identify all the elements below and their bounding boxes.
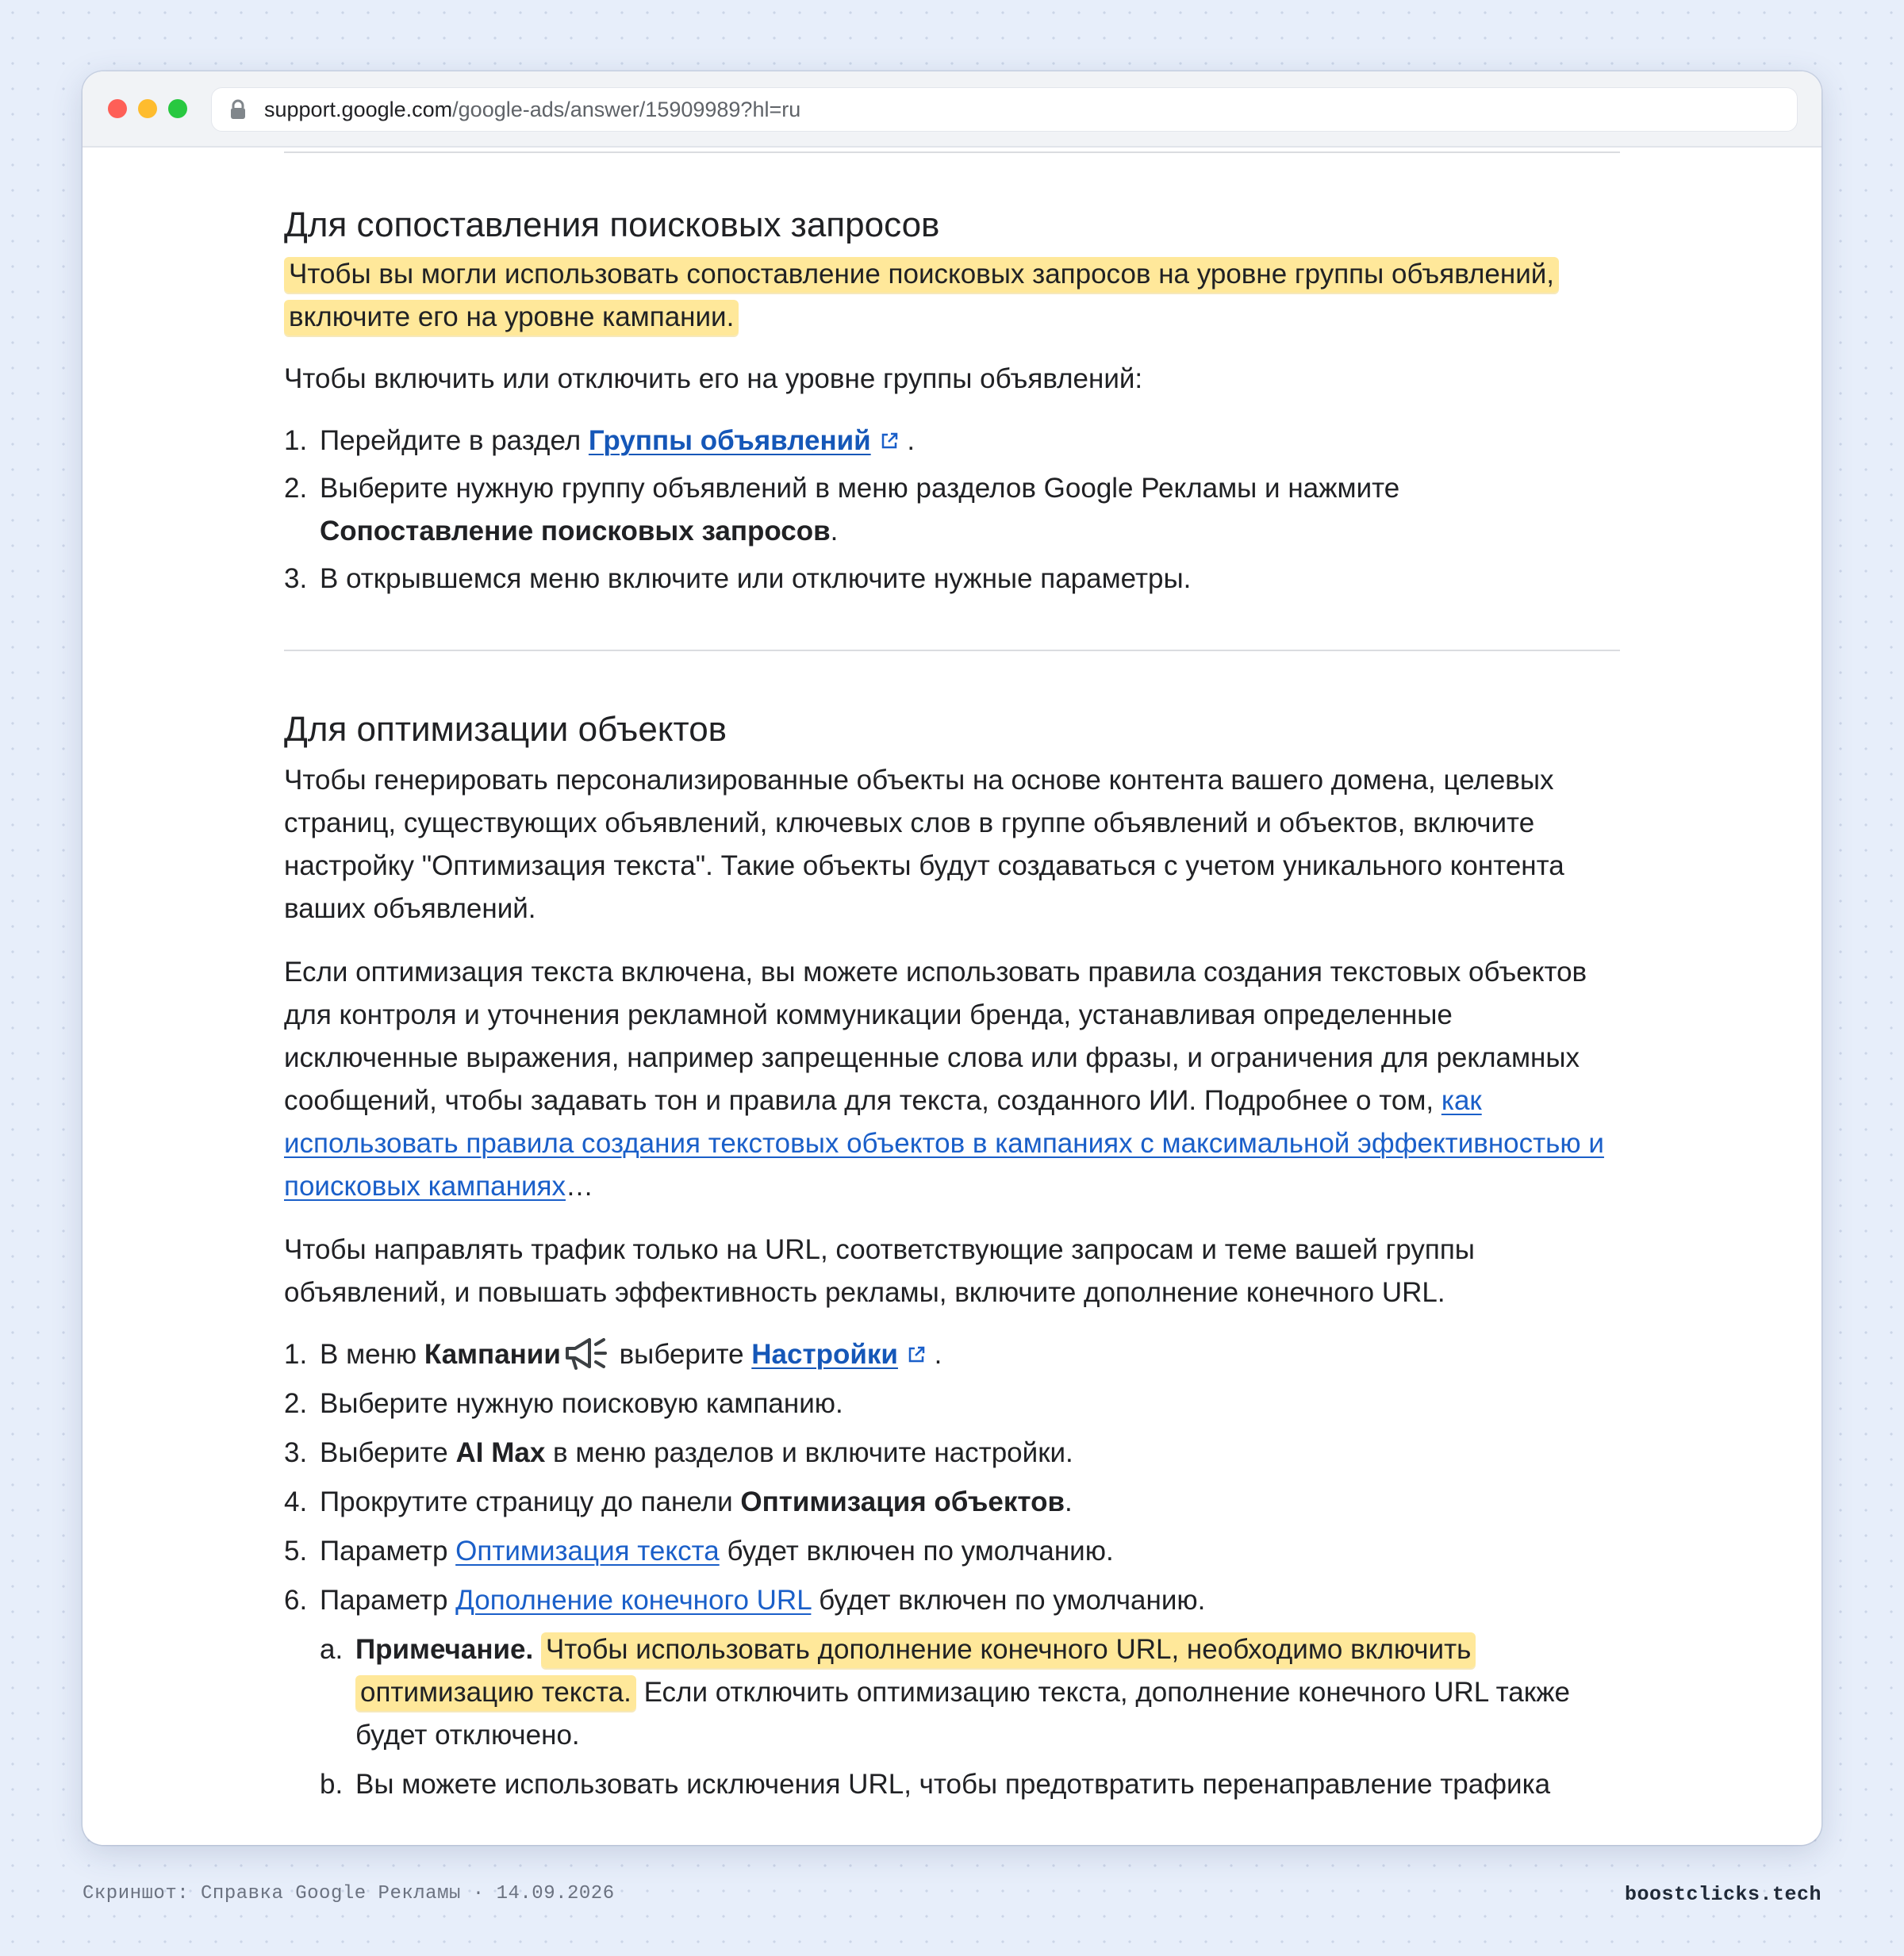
paragraph-text: Если оптимизация текста включена, вы можете использовать правила создания текстовых объектов для контроля и уточнения рекламной коммуникации бренда, устанавливая определенные исключенные выражения, например запрещенные слова или фразы, и ограничения для рекламных сообщений, чтобы задавать тон и правила для текста, созданного ИИ. Подробнее о том, [284,957,1587,1116]
list-number: 5. [284,1536,308,1567]
step-text-end: будет включен по умолчанию. [811,1585,1206,1616]
step-text-end: будет включен по умолчанию. [719,1536,1114,1567]
list-number: 2. [284,473,308,504]
list-item [284,1530,1620,1573]
list-item [284,467,1620,553]
minimize-window-button[interactable] [138,99,157,118]
step-text: В открывшемся меню включите или отключите нужные параметры. [320,563,1192,594]
step-bold-text: AI Max [455,1437,546,1468]
sub-list-item [284,1763,1620,1806]
step-text: Выберите нужную поисковую кампанию. [320,1388,843,1419]
intro-paragraph: Чтобы включить или отключить его на уровне группы объявлений: [284,363,1143,394]
list-number: 4. [284,1486,308,1517]
divider [284,650,1620,651]
list-item [284,558,1620,600]
list-item [284,1333,1620,1376]
list-number: 6. [284,1585,308,1616]
steps-list-query-matching [284,420,1620,600]
step-text-end: . [1064,1486,1073,1517]
highlighted-text: Чтобы использовать дополнение конечного URL, необходимо включить оптимизацию текста. [355,1632,1476,1711]
step-text: Перейдите в раздел [320,425,589,456]
text-guidelines-link[interactable]: как использовать правила создания текстовых объектов в кампаниях с максимальной эффективностью и поисковых кампаниях [284,1085,1604,1202]
list-number: 1. [284,1339,308,1370]
list-item [284,1432,1620,1475]
paragraph: Чтобы генерировать персонализированные объекты на основе контента вашего домена, целевых страниц, существующих объявлений, ключевых слов в группе объявлений и объектов, включите настройку "Оптимизация текста". Такие объекты будут создаваться с учетом уникального контента ваших объявлений. [284,765,1564,924]
paragraph: Чтобы направлять трафик только на URL, соответствующие запросам и теме вашей группы объявлений, и повышать эффективность рекламы, включите дополнение конечного URL. [284,1234,1475,1308]
sub-list-letter: b. [320,1769,344,1800]
text-optimization-link[interactable]: Оптимизация текста [455,1536,720,1567]
list-number: 1. [284,425,308,456]
section-heading-asset-optimization: Для оптимизации объектов [284,710,727,749]
list-item [284,1579,1620,1622]
page-content [83,146,1821,1845]
browser-titlebar [83,71,1821,148]
step-text: Прокрутите страницу до панели [320,1486,741,1517]
step-bold-text: Кампании [424,1339,561,1370]
highlighted-paragraph [284,253,1620,339]
external-link-icon[interactable] [879,431,900,451]
lock-icon [229,99,247,120]
list-number: 2. [284,1388,308,1419]
browser-window [83,71,1821,1845]
step-bold-text: Оптимизация объектов [740,1486,1065,1517]
list-number: 3. [284,1437,308,1468]
steps-list-asset-optimization [284,1333,1620,1806]
list-item [284,1481,1620,1524]
sub-list-item [284,1628,1620,1757]
step-text: Выберите нужную группу объявлений в меню разделов Google Рекламы и нажмите [320,473,1400,504]
paragraph-text-end: … [565,1171,593,1202]
paragraph [284,951,1620,1208]
step-text-end: . [830,516,839,547]
step-text: Параметр [320,1536,456,1567]
settings-link[interactable]: Настройки [751,1339,898,1370]
screenshot-caption: Скриншот: Справка Google Рекламы · 14.09.2026 [83,1883,615,1904]
maximize-window-button[interactable] [168,99,187,118]
article [284,146,1620,1806]
ad-groups-link[interactable]: Группы объявлений [588,425,871,456]
external-link-icon[interactable] [906,1344,927,1365]
note-label: Примечание. [355,1634,534,1665]
list-item [284,1383,1620,1425]
step-text-end: . [926,1339,942,1370]
section-heading-query-matching: Для сопоставления поисковых запросов [284,205,940,244]
highlighted-text: Чтобы вы могли использовать сопоставление поисковых запросов на уровне группы объявлений, включите его на уровне кампании. [284,257,1559,336]
brand-label: boostclicks.tech [1624,1883,1821,1906]
step-text: Параметр [320,1585,456,1616]
url-path: /google-ads/answer/15909989?hl=ru [452,98,801,121]
close-window-button[interactable] [108,99,127,118]
address-bar[interactable] [211,87,1798,132]
final-url-expansion-link[interactable]: Дополнение конечного URL [455,1585,812,1616]
sub-list-letter: a. [320,1634,344,1665]
url-host: support.google.com [264,98,453,121]
step-text: Выберите [320,1437,456,1468]
divider [284,151,1620,153]
note-text: Если отключить оптимизацию текста, дополнение конечного URL также будет отключено. [355,1677,1570,1751]
list-number: 3. [284,563,308,594]
step-text-end: . [899,425,916,456]
step-bold-text: Сопоставление поисковых запросов [320,516,831,547]
step-text-end: в меню разделов и включите настройки. [545,1437,1073,1468]
step-text-mid: выберите [611,1339,752,1370]
list-item [284,420,1620,462]
megaphone-icon [564,1335,608,1371]
step-text: В меню [320,1339,424,1370]
url-text [264,98,800,121]
sub-step-text: Вы можете использовать исключения URL, чтобы предотвратить перенаправление трафика [355,1769,1551,1800]
